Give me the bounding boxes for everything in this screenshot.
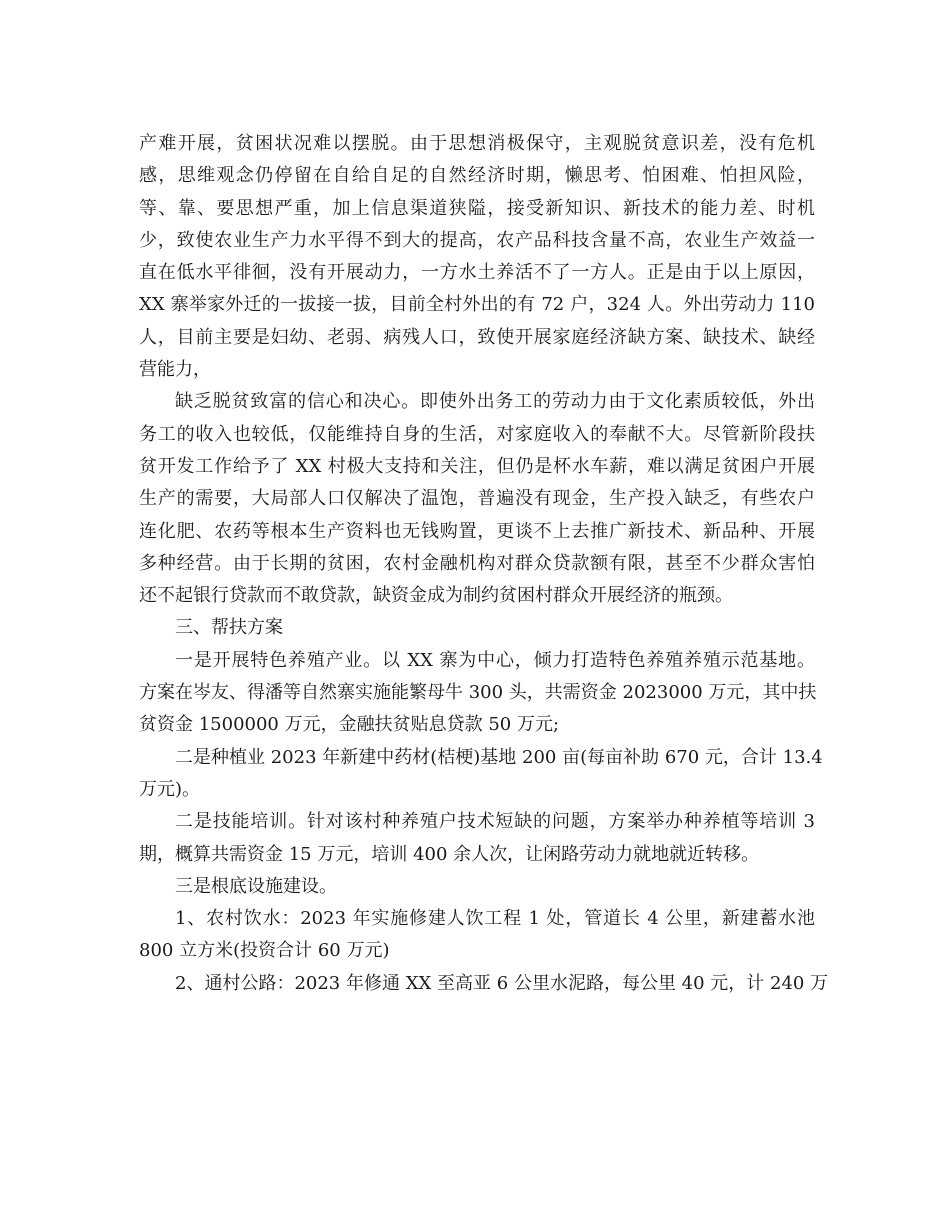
text-line: 方案在岑友、得潘等自然寨实施能繁母牛 300 头，共需资金 2023000 万元，其中扶 — [139, 682, 817, 704]
text-line: 连化肥、农药等根本生产资料也无钱购置，更谈不上去推广新技术、新品种、开展 — [139, 520, 815, 542]
text-line: 三是根底设施建设。 — [175, 875, 337, 897]
text-line: XX 寨举家外迁的一拔接一拔，目前全村外出的有 72 户，324 人。外出劳动力 110 — [139, 294, 815, 316]
text-line: 少，致使农业生产力水平得不到大的提高，农产品科技含量不高，农业生产效益一 — [139, 229, 815, 251]
text-line: 人，目前主要是妇幼、老弱、病残人口，致使开展家庭经济缺方案、缺技术、缺经 — [139, 326, 815, 348]
text-line: 1、农村饮水：2023 年实施修建人饮工程 1 处，管道长 4 公里，新建蓄水池 — [175, 908, 815, 930]
text-line: 万元)。 — [139, 778, 201, 800]
text-line: 缺乏脱贫致富的信心和决心。即使外出务工的劳动力由于文化素质较低，外出 — [175, 391, 815, 413]
text-line: 贫开发工作给予了 XX 村极大支持和关注，但仍是杯水车薪，难以满足贫困户开展 — [139, 455, 815, 477]
text-line: 务工的收入也较低，仅能维持自身的生活，对家庭收入的奉献不大。尽管新阶段扶 — [139, 423, 815, 445]
text-line: 多种经营。由于长期的贫困，农村金融机构对群众贷款额有限，甚至不少群众害怕 — [139, 552, 815, 574]
text-line: 生产的需要，大局部人口仅解决了温饱，普遍没有现金，生产投入缺乏，有些农户 — [139, 488, 815, 510]
text-line: 营能力， — [139, 359, 211, 381]
text-line: 2、通村公路：2023 年修通 XX 至高亚 6 公里水泥路，每公里 40 元，计 240 万 — [175, 972, 829, 994]
text-line: 产难开展，贫困状况难以摆脱。由于思想消极保守，主观脱贫意识差，没有危机 — [139, 133, 815, 154]
text-line: 一是开展特色养殖产业。以 XX 寨为中心，倾力打造特色养殖养殖示范基地。 — [175, 649, 815, 671]
text-line: 800 立方米(投资合计 60 万元) — [139, 940, 390, 962]
document-body — [139, 128, 829, 1000]
text-line: 等、靠、要思想严重，加上信息渠道狭隘，接受新知识、新技术的能力差、时机 — [139, 197, 815, 219]
text-line: 贫资金 1500000 万元，金融扶贫贴息贷款 50 万元; — [139, 714, 560, 736]
text-line: 期，概算共需资金 15 万元，培训 400 余人次，让闲路劳动力就地就近转移。 — [139, 843, 760, 865]
text-line: 三、帮扶方案 — [175, 617, 283, 639]
text-line: 还不起银行贷款而不敢贷款，缺资金成为制约贫困村群众开展经济的瓶颈。 — [139, 585, 733, 607]
text-line: 二是种植业 2023 年新建中药材(桔梗)基地 200 亩(每亩补助 670 元，合计 13.4 — [175, 746, 823, 768]
text-line: 感，思维观念仍停留在自给自足的自然经济时期，懒思考、怕困难、怕担风险， — [139, 165, 815, 187]
text-line: 二是技能培训。针对该村种养殖户技术短缺的问题，方案举办种养植等培训 3 — [175, 811, 815, 833]
text-line: 直在低水平徘徊，没有开展动力，一方水土养活不了一方人。正是由于以上原因， — [139, 262, 815, 284]
